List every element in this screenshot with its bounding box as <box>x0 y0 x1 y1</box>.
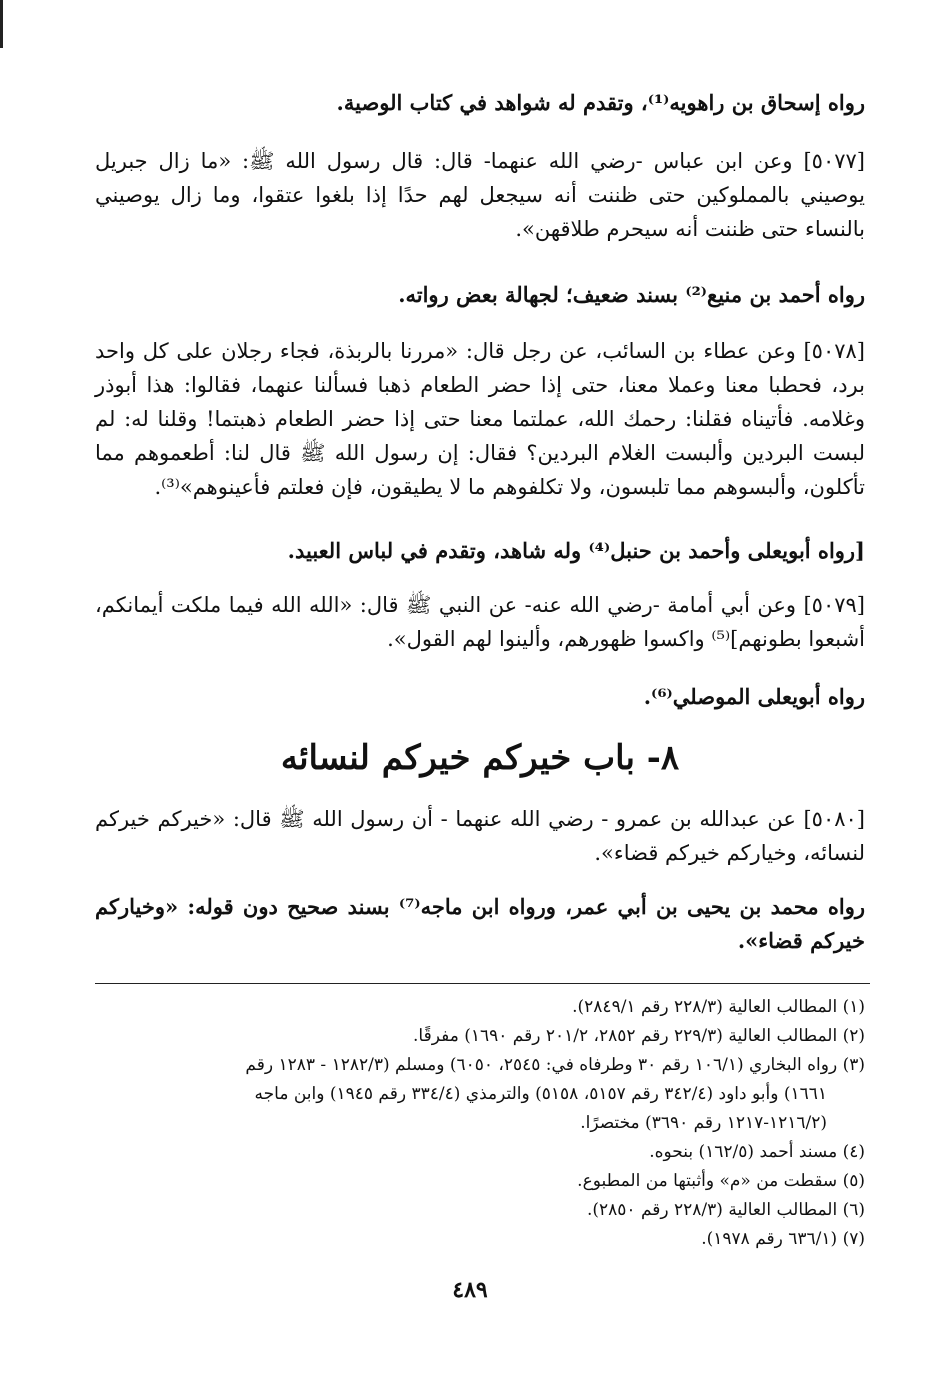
narration-note-3: [رواه أبويعلى وأحمد بن حنبل⁽⁴⁾ وله شاهد، وتقدم في لباس العبيد. <box>287 538 865 563</box>
footnote-6: (٦) المطالب العالية (٢٢٨/٣ رقم ٢٨٥٠). <box>586 1200 865 1220</box>
narration-note-1: رواه إسحاق بن راهويه⁽¹⁾، وتقدم له شواهد في كتاب الوصية. <box>336 90 865 115</box>
hadith-5079: [٥٠٧٩] وعن أبي أمامة -رضي الله عنه- عن النبي ﷺ قال: «الله الله فيما ملكت أيمانكم، أشبعوا بطونهم]⁽⁵⁾ واكسوا ظهورهم، وألينوا لهم القول». <box>95 593 865 651</box>
footnote-4: (٤) مسند أحمد (١٦٢/٥) بنحوه. <box>649 1142 865 1162</box>
narration-note-4: رواه أبويعلى الموصلي⁽⁶⁾. <box>643 684 865 709</box>
hadith-5078: [٥٠٧٨] وعن عطاء بن السائب، عن رجل قال: «مررنا بالربذة، فجاء رجلان على كل واحد برد، فحطبا معنا وعملا معنا، حتى إذا حضر الطعام ذهبا فسألنا عنهما، فقالوا: هذا أبوذر وغلامه. فأتيناه فقلنا: رحمك الله، عملتما معنا حتى إذا حضر الطعام ذهبتما! وقلنا له: لم لبست البردين وألبست الغلام البردين؟ فقال: إن رسول الله ﷺ قال لنا: أطعموهم مما تأكلون، وألبسوهم مما تلبسون، ولا تكلفوهم ما لا يطيقون، فإن فعلتم فأعينوهم»⁽³⁾. <box>95 339 865 499</box>
footnote-1: (١) المطالب العالية (٢٢٨/٣ رقم ٢٨٤٩/١). <box>572 997 865 1017</box>
hadith-5080: [٥٠٨٠] عن عبدالله بن عمرو - رضي الله عنهما - أن رسول الله ﷺ قال: «خيركم خيركم لنسائه، وخياركم خيركم قضاء». <box>95 807 865 865</box>
narration-note-2: رواه أحمد بن منيع⁽²⁾ بسند ضعيف؛ لجهالة بعض رواته. <box>398 282 865 307</box>
footnote-divider <box>95 983 870 984</box>
hadith-5077: [٥٠٧٧] وعن ابن عباس -رضي الله عنهما- قال: قال رسول الله ﷺ: «ما زال جبريل يوصيني بالمملوكين حتى ظننت أنه سيجعل لهم حدًا إذا بلغوا عتقوا، وما زال يوصيني بالنساء حتى ظننت أنه سيحرم طلاقهن». <box>95 149 865 241</box>
footnote-5: (٥) سقطت من «م» وأثبتها من المطبوع. <box>577 1171 865 1191</box>
narration-note-5: رواه محمد بن يحيى بن أبي عمر، ورواه ابن ماجه⁽⁷⁾ بسند صحيح دون قوله: «وخياركم خيركم قضاء». <box>95 894 866 953</box>
footnotes <box>95 993 865 1254</box>
scan-edge-mark <box>0 0 3 48</box>
footnote-3: (٣) رواه البخاري (١٠٦/١ رقم ٣٠ وطرفاه في: ٢٥٤٥، ٦٠٥٠) ومسلم (١٢٨٢/٣ - ١٢٨٣ رقم <box>245 1055 865 1075</box>
page-number: ٤٨٩ <box>452 1277 488 1303</box>
footnote-7: (٧) (٦٣٦/١ رقم ١٩٧٨). <box>701 1229 865 1249</box>
chapter-title: ٨- باب خيركم خيركم لنسائه <box>280 738 680 778</box>
footnote-3-cont: (١٢١٦/٢-١٢١٧ رقم ٣٦٩٠) مختصرًا. <box>580 1113 827 1133</box>
footnote-2: (٢) المطالب العالية (٢٢٩/٣ رقم ٢٨٥٢، ٢٠١/٢ رقم ١٦٩٠) مفرقًا. <box>413 1026 865 1046</box>
footnote-3-cont: ١٦٦١) وأبو داود (٣٤٢/٤ رقم ٥١٥٧، ٥١٥٨) والترمذي (٣٣٤/٤ رقم ١٩٤٥) وابن ماجه <box>254 1084 827 1104</box>
